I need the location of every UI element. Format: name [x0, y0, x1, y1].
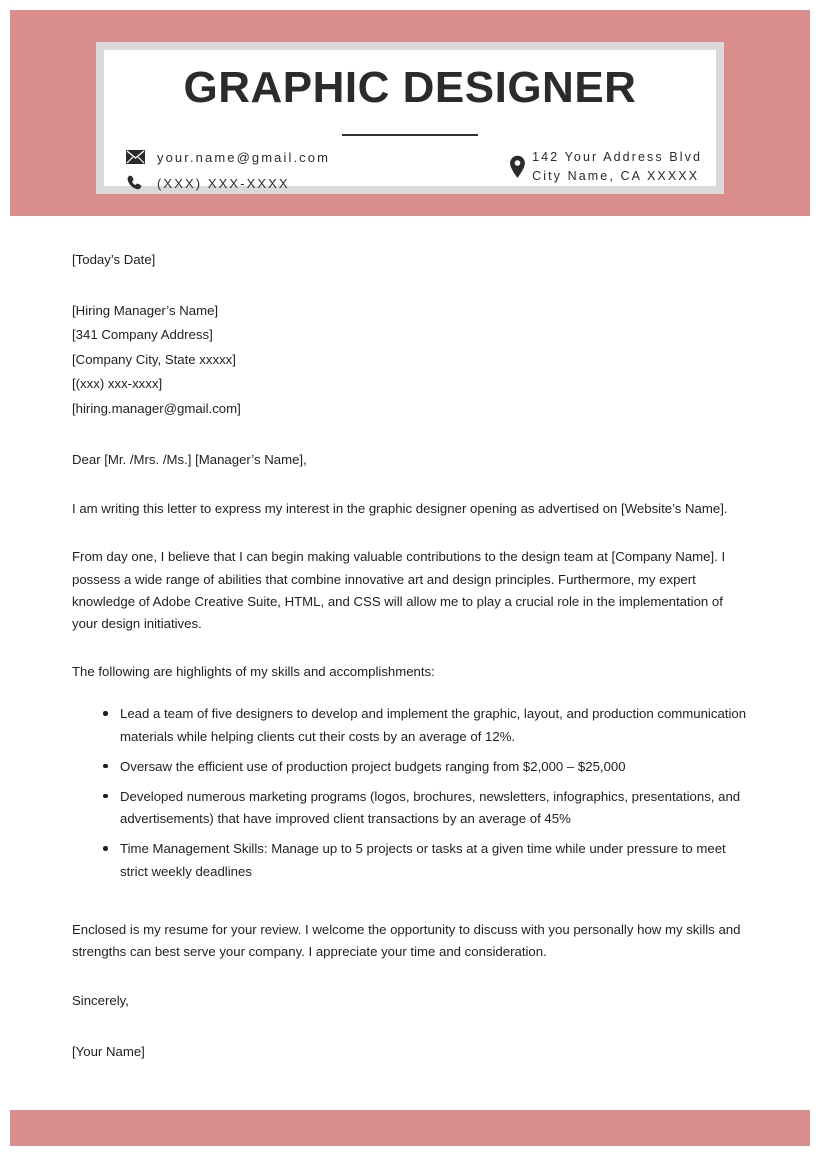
contact-left-group — [126, 146, 330, 198]
recipient-line-3: [Company City, State xxxxx] — [72, 351, 236, 367]
letter-body — [72, 248, 748, 1064]
closing-paragraph: Enclosed is my resume for your review. I welcome the opportunity to discuss with you personally how my skills and strengths can best serve your company. I appreciate your time and consideration. — [72, 921, 741, 959]
spacer — [72, 472, 748, 498]
header-card-frame — [96, 42, 724, 194]
address-line-1: 142 Your Address Blvd — [532, 150, 702, 164]
map-pin-icon — [509, 155, 526, 179]
spacer — [72, 422, 748, 448]
spacer — [72, 635, 748, 661]
spacer — [72, 520, 748, 546]
salutation: Dear [Mr. /Mrs. /Ms.] [Manager’s Name], — [72, 451, 307, 467]
email-row[interactable] — [126, 146, 330, 168]
phone-text: (XXX) XXX-XXXX — [157, 175, 290, 191]
spacer — [72, 683, 748, 703]
recipient-line-5: [hiring.manager@gmail.com] — [72, 400, 241, 416]
title-divider — [342, 134, 478, 136]
recipient-line-4: [(xxx) xxx-xxxx] — [72, 376, 163, 392]
recipient-line-1: [Hiring Manager’s Name] — [72, 302, 219, 318]
letter-date: [Today’s Date] — [72, 252, 156, 267]
paragraph-body: From day one, I believe that I can begin making valuable contributions to the design team at [Company Name]. I possess a wide range of abilities that combine innovative art and design principles. Furthermore, my expert knowledge of Adobe Creative Suite, HTML, and CSS will allow me to play a crucial role in the implementation of your design initiatives. — [72, 549, 726, 631]
sign-off: Sincerely, — [72, 993, 129, 1009]
envelope-icon — [126, 150, 145, 164]
phone-icon — [126, 174, 145, 193]
address-lines — [532, 148, 702, 186]
spacer — [72, 891, 748, 919]
list-item: Developed numerous marketing programs (logos, brochures, newsletters, infographics, presentations, and advertisements) that have improved client transactions by an average of 45% — [72, 786, 748, 830]
list-item: Lead a team of five designers to develop and implement the graphic, layout, and production communication materials while helping clients cut their costs by an average of 12%. — [72, 703, 748, 747]
phone-row[interactable] — [126, 172, 330, 194]
header-band — [10, 10, 810, 216]
recipient-line-2: [341 Company Address] — [72, 327, 213, 343]
address-group — [509, 148, 702, 186]
page-title: GRAPHIC DESIGNER — [183, 63, 637, 112]
list-item: Oversaw the efficient use of production project budgets ranging from $2,000 – $25,000 — [72, 756, 748, 778]
list-item: Time Management Skills: Manage up to 5 projects or tasks at a given time while under pressure to meet strict weekly deadlines — [72, 838, 748, 882]
highlights-intro: The following are highlights of my skills and accomplishments: — [72, 664, 435, 680]
signature-name: [Your Name] — [72, 1043, 145, 1059]
address-line-2: City Name, CA XXXXX — [532, 169, 700, 183]
spacer — [72, 1014, 748, 1040]
email-text: your.name@gmail.com — [157, 149, 331, 165]
accomplishments-list — [72, 703, 748, 882]
spacer — [72, 963, 748, 989]
spacer — [72, 273, 748, 299]
footer-band — [10, 1110, 810, 1146]
header-card — [104, 50, 716, 191]
paragraph-intro: I am writing this letter to express my interest in the graphic designer opening as advertised on [Website’s Name]. — [72, 501, 728, 517]
